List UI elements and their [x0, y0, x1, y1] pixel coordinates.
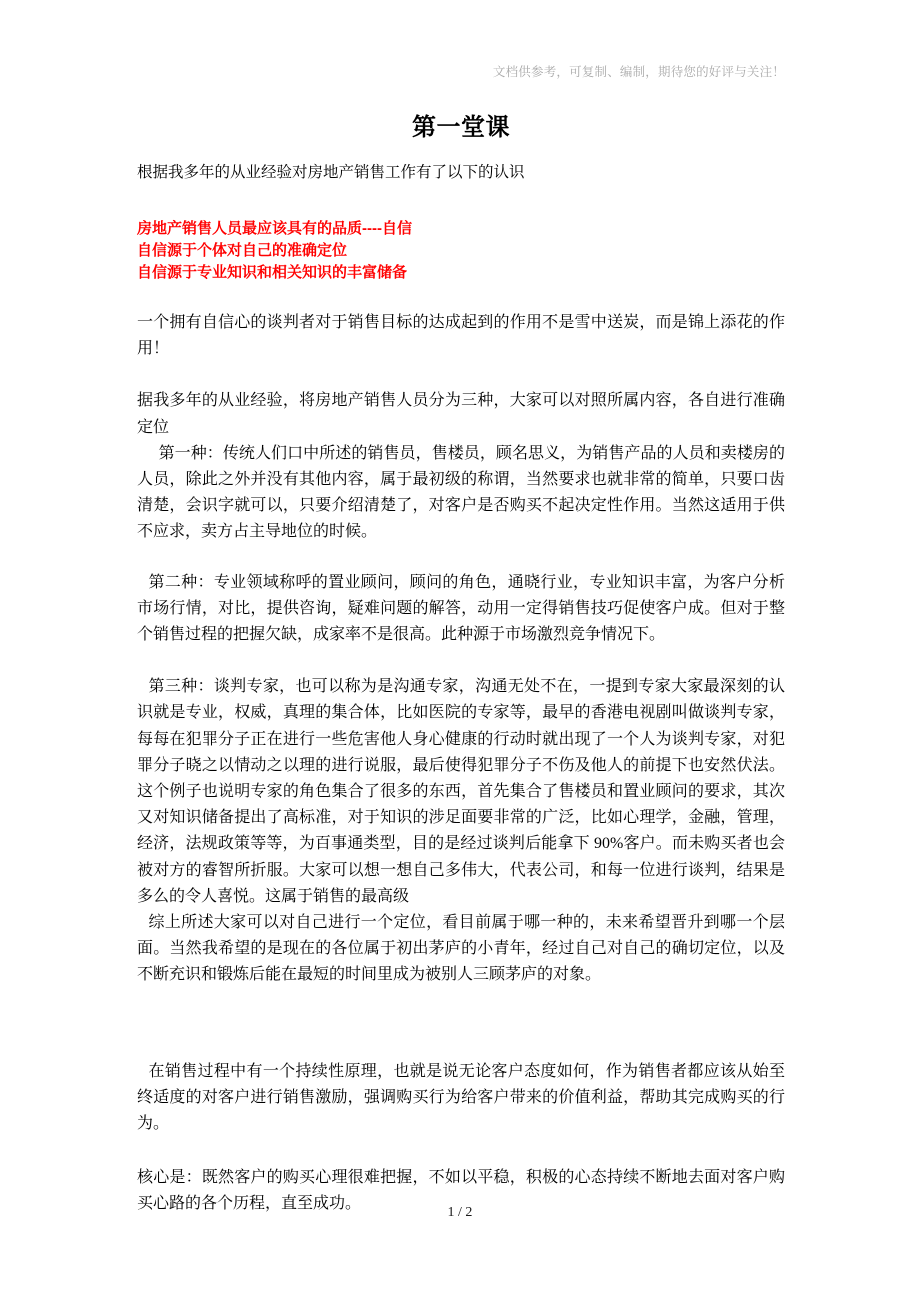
paragraph-type-two: 第二种：专业领域称呼的置业顾问，顾问的角色，通晓行业，专业知识丰富，为客户分析市场行情，对比，提供咨询，疑难问题的解答，动用一定得销售技巧促使客户成。但对于整个销售过程的把握欠缺，成家率不是很高。此种源于市场激烈竞争情况下。: [137, 573, 785, 644]
highlight-block: [137, 218, 785, 284]
paragraph-confidence-role: 一个拥有自信心的谈判者对于销售目标的达成起到的作用不是雪中送炭，而是锦上添花的作用！: [137, 314, 785, 358]
paragraph-type-one: 第一种：传统人们口中所述的销售员，售楼员，顾名思义，为销售产品的人员和卖楼房的人员，除此之外并没有其他内容，属于最初级的称谓，当然要求也就非常的简单，只要口齿清楚，会识字就可以，只要介绍清楚了，对客户是否购买不起决定性作用。当然这适用于供不应求，卖方占主导地位的时候。: [137, 444, 785, 541]
spacer: [137, 546, 785, 570]
spacer: [137, 648, 785, 674]
spacer: [137, 186, 785, 218]
lead-paragraph: 根据我多年的从业经验对房地产销售工作有了以下的认识: [137, 164, 525, 181]
spacer: [137, 989, 785, 1059]
page-number-footer: 1 / 2: [447, 1205, 473, 1220]
paragraph-continuity-principle: 在销售过程中有一个持续性原理，也就是说无论客户态度如何，作为销售者都应该从始至终适度的对客户进行销售激励，强调购买行为给客户带来的价值利益，帮助其完成购买的行为。: [137, 1062, 785, 1133]
highlight-line-3: 自信源于专业知识和相关知识的丰富储备: [137, 264, 408, 281]
paragraph-type-three: 第三种：谈判专家，也可以称为是沟通专家，沟通无处不在，一提到专家大家最深刻的认识就是专业，权威，真理的集合体，比如医院的专家等，最早的香港电视剧叫做谈判专家，每每在犯罪分子正在进行一些危害他人身心健康的行动时就出现了一个人为谈判专家，对犯罪分子晓之以情动之以理的进行说服，最后使得犯罪分子不伤及他人的前提下也安然伏法。这个例子也说明专家的角色集合了很多的东西，首先集合了售楼员和置业顾问的要求，其次又对知识储备提出了高标准，对于知识的涉足面要非常的广泛，比如心理学，金融，管理，经济，法规政策等等，为百事通类型，目的是经过谈判后能拿下 90%客户。而未购买者也会被对方的睿智所折服。大家可以想一想自己多伟大，代表公司，和每一位进行谈判，结果是多么的令人喜悦。这属于销售的最高级: [137, 678, 785, 905]
highlight-line-1: 房地产销售人员最应该具有的品质----自信: [137, 220, 412, 237]
spacer: [137, 362, 785, 388]
document-body: [137, 112, 785, 1218]
paragraph-core-point: 核心是：既然客户的购买心理很难把握，不如以平稳，积极的心态持续不断地去面对客户购买心路的各个历程，直至成功。: [137, 1169, 785, 1213]
paragraph-summary: 综上所述大家可以对自己进行一个定位，看目前属于哪一种的，未来希望晋升到哪一个层面。当然我希望的是现在的各位属于初出茅庐的小青年，经过自己对自己的确切定位，以及不断充识和锻炼后能在最短的时间里成为被别人三顾茅庐的对象。: [137, 914, 785, 984]
spacer: [137, 284, 785, 310]
paragraph-three-types-intro: 据我多年的从业经验，将房地产销售人员分为三种，大家可以对照所属内容，各自进行准确定位: [137, 392, 785, 436]
page-title: 第一堂课: [412, 114, 510, 141]
spacer: [137, 1137, 785, 1165]
highlight-line-2: 自信源于个体对自己的准确定位: [137, 242, 348, 259]
promo-note: 文档供参考，可复制、编制，期待您的好评与关注！: [492, 65, 785, 79]
